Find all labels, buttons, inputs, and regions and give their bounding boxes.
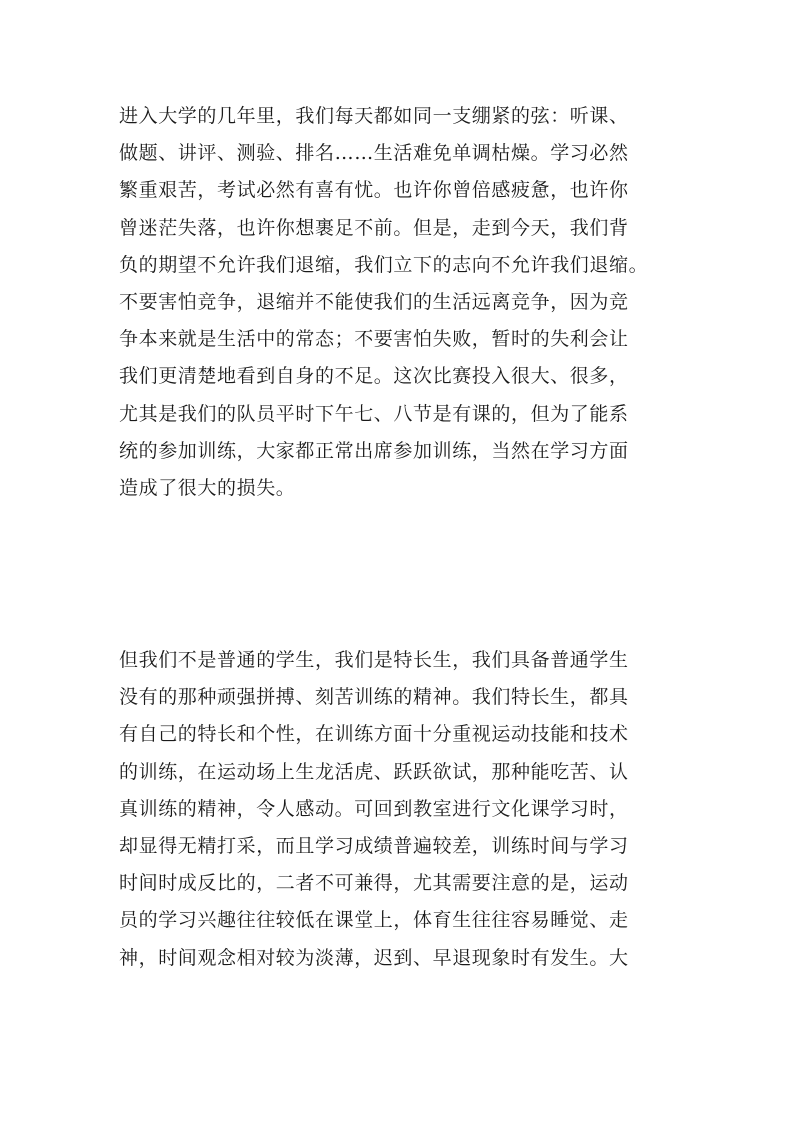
paragraph-2 [119, 642, 689, 977]
text-line: 的训练，在运动场上生龙活虎、跃跃欲试，那种能吃苦、认 [119, 760, 629, 783]
text-line: 做题、讲评、测验、排名……生活难免单调枯燥。学习必然 [119, 142, 629, 165]
text-line: 有自己的特长和个性，在训练方面十分重视运动技能和技术 [119, 723, 629, 746]
text-line: 争本来就是生活中的常态；不要害怕失败，暂时的失利会让 [119, 328, 629, 351]
text-line: 真训练的精神，令人感动。可回到教室进行文化课学习时， [119, 797, 629, 820]
text-line: 尤其是我们的队员平时下午七、八节是有课的，但为了能系 [119, 402, 629, 425]
text-line: 没有的那种顽强拼搏、刻苦训练的精神。我们特长生，都具 [119, 686, 629, 709]
text-line: 员的学习兴趣往往较低在课堂上，体育生往往容易睡觉、走 [119, 909, 629, 932]
text-line: 但我们不是普通的学生，我们是特长生，我们具备普通学生 [119, 649, 629, 671]
text-line: 进入大学的几年里，我们每天都如同一支绷紧的弦：听课、 [119, 105, 629, 127]
text-line: 曾迷茫失落，也许你想裹足不前。但是，走到今天，我们背 [119, 216, 629, 239]
text-line: 时间时成反比的，二者不可兼得，尤其需要注意的是，运动 [119, 872, 629, 895]
text-line: 负的期望不允许我们退缩，我们立下的志向不允许我们退缩。 [119, 253, 649, 276]
text-line: 统的参加训练，大家都正常出席参加训练，当然在学习方面 [119, 439, 629, 462]
text-line: 神，时间观念相对较为淡薄，迟到、早退现象时有发生。大 [119, 946, 629, 969]
text-line: 却显得无精打采，而且学习成绩普遍较差，训练时间与学习 [119, 834, 629, 857]
text-line: 造成了很大的损失。 [119, 476, 296, 499]
text-line: 繁重艰苦，考试必然有喜有忧。也许你曾倍感疲惫，也许你 [119, 179, 629, 202]
text-line: 我们更清楚地看到自身的不足。这次比赛投入很大、很多， [119, 365, 629, 388]
paragraph-1 [119, 98, 689, 507]
text-line: 不要害怕竞争，退缩并不能使我们的生活远离竞争，因为竞 [119, 290, 629, 313]
